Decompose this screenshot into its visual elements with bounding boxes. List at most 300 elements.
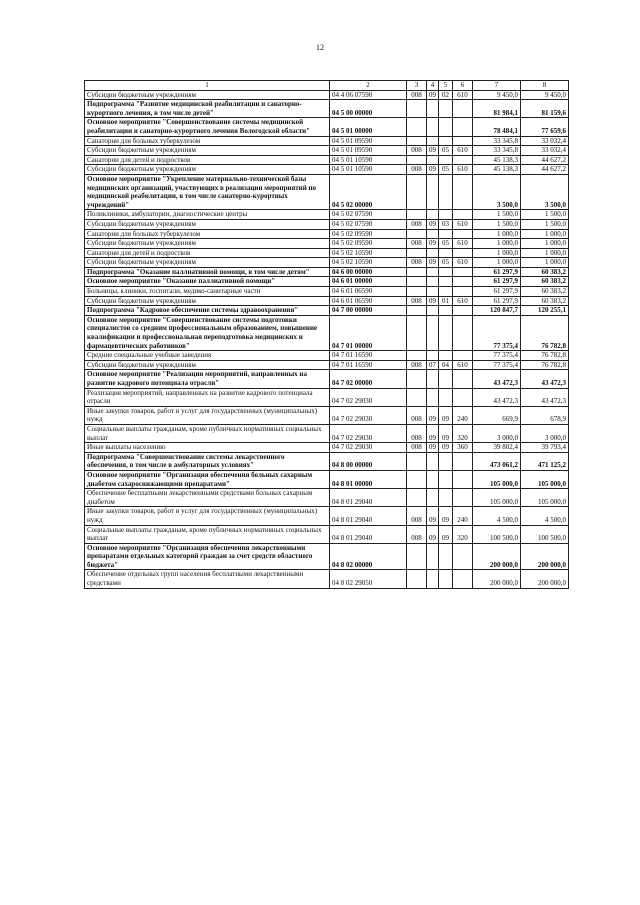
expense-type-cell: 240 <box>453 406 473 424</box>
table-row <box>85 351 569 361</box>
target-code-cell: 04 5 02 07590 <box>330 219 407 229</box>
section-code-cell <box>427 351 439 361</box>
subsection-code-cell <box>439 388 453 406</box>
row-name-cell: Субсидии бюджетным учреждениям <box>85 146 330 156</box>
table-row <box>85 388 569 406</box>
section-code-cell <box>427 136 439 146</box>
amount-year2-cell: 1 000,0 <box>521 239 569 249</box>
section-code-cell: 09 <box>427 443 439 453</box>
amount-year1-cell: 61 297,9 <box>473 277 521 287</box>
table-row <box>85 370 569 388</box>
ministry-code-cell <box>407 267 427 277</box>
amount-year2-cell: 1 500,0 <box>521 210 569 220</box>
table-row <box>85 248 569 258</box>
subsection-code-cell <box>439 267 453 277</box>
table-row <box>85 543 569 570</box>
amount-year2-cell: 200 000,0 <box>521 570 569 588</box>
table-row <box>85 306 569 316</box>
row-name-cell: Субсидии бюджетным учреждениям <box>85 239 330 249</box>
ministry-code-cell <box>407 351 427 361</box>
target-code-cell: 04 7 00 00000 <box>330 306 407 316</box>
table-row <box>85 100 569 118</box>
row-name-cell: Санатории для детей и подростков <box>85 248 330 258</box>
column-header: 1 <box>85 81 330 91</box>
expense-type-cell <box>453 570 473 588</box>
expense-type-cell <box>453 277 473 287</box>
section-code-cell <box>427 100 439 118</box>
ministry-code-cell: 008 <box>407 443 427 453</box>
column-header: 5 <box>439 81 453 91</box>
expense-type-cell <box>453 470 473 488</box>
amount-year1-cell: 1 500,0 <box>473 210 521 220</box>
section-code-cell <box>427 370 439 388</box>
ministry-code-cell <box>407 470 427 488</box>
subsection-code-cell: 05 <box>439 146 453 156</box>
subsection-code-cell: 01 <box>439 296 453 306</box>
row-name-cell: Субсидии бюджетным учреждениям <box>85 258 330 268</box>
amount-year2-cell: 471 125,2 <box>521 452 569 470</box>
row-name-cell: Подпрограмма "Совершенствование системы лекарственного обеспечения, в том числе в амбулаторных условиях" <box>85 452 330 470</box>
ministry-code-cell <box>407 174 427 209</box>
subsection-code-cell <box>439 470 453 488</box>
amount-year2-cell: 200 000,0 <box>521 543 569 570</box>
amount-year2-cell: 9 450,0 <box>521 90 569 100</box>
target-code-cell: 04 5 02 07590 <box>330 210 407 220</box>
row-name-cell: Средние специальные учебные заведения <box>85 351 330 361</box>
expense-type-cell: 610 <box>453 296 473 306</box>
section-code-cell <box>427 118 439 136</box>
column-header: 7 <box>473 81 521 91</box>
ministry-code-cell <box>407 287 427 297</box>
expense-type-cell <box>453 267 473 277</box>
section-code-cell: 09 <box>427 424 439 442</box>
table-row <box>85 570 569 588</box>
amount-year1-cell: 61 297,9 <box>473 296 521 306</box>
subsection-code-cell <box>439 210 453 220</box>
subsection-code-cell <box>439 570 453 588</box>
row-name-cell: Поликлиники, амбулатории, диагностические центры <box>85 210 330 220</box>
amount-year2-cell: 3 500,0 <box>521 174 569 209</box>
target-code-cell: 04 7 01 00000 <box>330 315 407 350</box>
ministry-code-cell <box>407 136 427 146</box>
table-row <box>85 118 569 136</box>
target-code-cell: 04 7 01 16590 <box>330 360 407 370</box>
amount-year2-cell: 33 032,4 <box>521 136 569 146</box>
table-row <box>85 267 569 277</box>
expense-type-cell <box>453 543 473 570</box>
ministry-code-cell <box>407 248 427 258</box>
amount-year1-cell: 45 138,3 <box>473 155 521 165</box>
expense-type-cell <box>453 174 473 209</box>
subsection-code-cell <box>439 287 453 297</box>
ministry-code-cell: 008 <box>407 424 427 442</box>
expense-type-cell: 360 <box>453 443 473 453</box>
table-row <box>85 452 569 470</box>
amount-year1-cell: 3 000,0 <box>473 424 521 442</box>
section-code-cell <box>427 248 439 258</box>
row-name-cell: Иные выплаты населению <box>85 443 330 453</box>
amount-year1-cell: 3 500,0 <box>473 174 521 209</box>
table-row <box>85 146 569 156</box>
amount-year2-cell: 43 472,3 <box>521 388 569 406</box>
expense-type-cell <box>453 315 473 350</box>
column-header: 3 <box>407 81 427 91</box>
ministry-code-cell <box>407 489 427 507</box>
subsection-code-cell <box>439 100 453 118</box>
section-code-cell: 09 <box>427 258 439 268</box>
subsection-code-cell: 05 <box>439 239 453 249</box>
row-name-cell: Социальные выплаты гражданам, кроме публичных нормативных социальных выплат <box>85 424 330 442</box>
target-code-cell: 04 5 02 00000 <box>330 174 407 209</box>
ministry-code-cell <box>407 370 427 388</box>
target-code-cell: 04 7 01 16590 <box>330 351 407 361</box>
amount-year1-cell: 61 297,9 <box>473 267 521 277</box>
row-name-cell: Основное мероприятие "Совершенствование системы подготовки специалистов со средним профессиональным образованием, повышение квалификации и профессиональная переподготовка медицинских и фармацевтических работников" <box>85 315 330 350</box>
row-name-cell: Основное мероприятие "Организация обеспечения лекарственными препаратами отдельных категорий граждан за счет средств областного бюджета" <box>85 543 330 570</box>
amount-year1-cell: 39 802,4 <box>473 443 521 453</box>
target-code-cell: 04 5 01 10590 <box>330 165 407 175</box>
ministry-code-cell: 008 <box>407 296 427 306</box>
amount-year1-cell: 1 000,0 <box>473 239 521 249</box>
amount-year1-cell: 669,9 <box>473 406 521 424</box>
amount-year1-cell: 120 847,7 <box>473 306 521 316</box>
amount-year1-cell: 9 450,0 <box>473 90 521 100</box>
section-code-cell: 07 <box>427 360 439 370</box>
amount-year1-cell: 77 375,4 <box>473 360 521 370</box>
ministry-code-cell <box>407 543 427 570</box>
column-header: 2 <box>330 81 407 91</box>
table-row <box>85 210 569 220</box>
row-name-cell: Подпрограмма "Развитие медицинской реабилитации и санаторно-курортного лечения, в том числе детей" <box>85 100 330 118</box>
subsection-code-cell: 09 <box>439 406 453 424</box>
amount-year1-cell: 45 138,3 <box>473 165 521 175</box>
table-row <box>85 507 569 525</box>
table-row <box>85 229 569 239</box>
expense-type-cell: 610 <box>453 258 473 268</box>
expense-type-cell: 610 <box>453 146 473 156</box>
ministry-code-cell: 008 <box>407 239 427 249</box>
ministry-code-cell: 008 <box>407 406 427 424</box>
subsection-code-cell <box>439 174 453 209</box>
expense-type-cell <box>453 118 473 136</box>
target-code-cell: 04 5 02 10590 <box>330 258 407 268</box>
amount-year1-cell: 33 345,8 <box>473 136 521 146</box>
row-name-cell: Больницы, клиники, госпитали, медико-санитарные части <box>85 287 330 297</box>
row-name-cell: Подпрограмма "Оказание паллиативной помощи, в том числе детям" <box>85 267 330 277</box>
amount-year2-cell: 60 383,2 <box>521 267 569 277</box>
subsection-code-cell <box>439 136 453 146</box>
ministry-code-cell <box>407 315 427 350</box>
ministry-code-cell: 008 <box>407 90 427 100</box>
subsection-code-cell: 05 <box>439 258 453 268</box>
amount-year1-cell: 81 984,1 <box>473 100 521 118</box>
amount-year2-cell: 60 383,2 <box>521 287 569 297</box>
ministry-code-cell <box>407 452 427 470</box>
amount-year1-cell: 473 061,2 <box>473 452 521 470</box>
subsection-code-cell: 09 <box>439 525 453 543</box>
section-code-cell <box>427 570 439 588</box>
table-row <box>85 315 569 350</box>
subsection-code-cell: 02 <box>439 90 453 100</box>
subsection-code-cell <box>439 277 453 287</box>
section-code-cell <box>427 543 439 570</box>
amount-year1-cell: 33 345,8 <box>473 146 521 156</box>
subsection-code-cell: 09 <box>439 507 453 525</box>
row-name-cell: Обеспечение бесплатными лекарственными средствами больных сахарным диабетом <box>85 489 330 507</box>
section-code-cell <box>427 287 439 297</box>
table-row <box>85 287 569 297</box>
row-name-cell: Основное мероприятие "Реализация мероприятий, направленных на развитие кадрового потенциала отрасли" <box>85 370 330 388</box>
table-row <box>85 155 569 165</box>
section-code-cell <box>427 306 439 316</box>
ministry-code-cell: 008 <box>407 146 427 156</box>
target-code-cell: 04 4 06 07590 <box>330 90 407 100</box>
target-code-cell: 04 6 01 06590 <box>330 296 407 306</box>
section-code-cell: 09 <box>427 296 439 306</box>
expense-type-cell: 610 <box>453 219 473 229</box>
expense-type-cell <box>453 229 473 239</box>
amount-year1-cell: 1 000,0 <box>473 229 521 239</box>
section-code-cell <box>427 470 439 488</box>
table-row <box>85 525 569 543</box>
row-name-cell: Реализация мероприятий, направленных на развитие кадрового потенциала отрасли <box>85 388 330 406</box>
target-code-cell: 04 6 00 00000 <box>330 267 407 277</box>
row-name-cell: Основное мероприятие "Организация обеспечения больных сахарным диабетом сахароснижающими препаратами" <box>85 470 330 488</box>
section-code-cell <box>427 277 439 287</box>
section-code-cell <box>427 267 439 277</box>
row-name-cell: Субсидии бюджетным учреждениям <box>85 296 330 306</box>
amount-year2-cell: 60 383,2 <box>521 296 569 306</box>
table-row <box>85 296 569 306</box>
section-code-cell: 09 <box>427 507 439 525</box>
expense-type-cell: 610 <box>453 360 473 370</box>
amount-year1-cell: 1 000,0 <box>473 258 521 268</box>
row-name-cell: Основное мероприятие "Оказание паллиативной помощи" <box>85 277 330 287</box>
amount-year1-cell: 1 000,0 <box>473 248 521 258</box>
subsection-code-cell <box>439 489 453 507</box>
target-code-cell: 04 8 02 00000 <box>330 543 407 570</box>
subsection-code-cell <box>439 248 453 258</box>
expense-type-cell <box>453 136 473 146</box>
ministry-code-cell: 008 <box>407 507 427 525</box>
subsection-code-cell <box>439 155 453 165</box>
target-code-cell: 04 7 02 00000 <box>330 370 407 388</box>
expense-type-cell: 320 <box>453 525 473 543</box>
expense-type-cell <box>453 452 473 470</box>
ministry-code-cell <box>407 210 427 220</box>
expense-type-cell: 240 <box>453 507 473 525</box>
target-code-cell: 04 5 01 09590 <box>330 146 407 156</box>
amount-year2-cell: 1 000,0 <box>521 258 569 268</box>
table-row <box>85 219 569 229</box>
amount-year1-cell: 77 375,4 <box>473 315 521 350</box>
subsection-code-cell <box>439 315 453 350</box>
expense-type-cell <box>453 351 473 361</box>
section-code-cell <box>427 210 439 220</box>
target-code-cell: 04 8 01 29040 <box>330 525 407 543</box>
expense-type-cell <box>453 370 473 388</box>
target-code-cell: 04 5 01 09590 <box>330 136 407 146</box>
section-code-cell <box>427 229 439 239</box>
table-row <box>85 239 569 249</box>
expense-type-cell <box>453 489 473 507</box>
expense-type-cell <box>453 287 473 297</box>
ministry-code-cell <box>407 306 427 316</box>
table-row <box>85 424 569 442</box>
section-code-cell <box>427 452 439 470</box>
expense-type-cell <box>453 306 473 316</box>
amount-year1-cell: 43 472,3 <box>473 388 521 406</box>
row-name-cell: Основное мероприятие "Совершенствование системы медицинской реабилитации и санаторно-курортного лечения Вологодской области" <box>85 118 330 136</box>
amount-year2-cell: 44 627,2 <box>521 165 569 175</box>
amount-year2-cell: 105 000,0 <box>521 489 569 507</box>
subsection-code-cell <box>439 306 453 316</box>
amount-year2-cell: 76 782,8 <box>521 360 569 370</box>
section-code-cell <box>427 489 439 507</box>
amount-year2-cell: 3 000,0 <box>521 424 569 442</box>
table-row <box>85 360 569 370</box>
section-code-cell: 09 <box>427 525 439 543</box>
table-row <box>85 470 569 488</box>
ministry-code-cell <box>407 229 427 239</box>
row-name-cell: Основное мероприятие "Укрепление материально-технической базы медицинских организаций, участвующих в реализации мероприятий по медицинской реабилитации, в том числе санаторно-курортных учреждений" <box>85 174 330 209</box>
amount-year1-cell: 105 000,0 <box>473 470 521 488</box>
subsection-code-cell: 04 <box>439 360 453 370</box>
row-name-cell: Субсидии бюджетным учреждениям <box>85 165 330 175</box>
table-row <box>85 443 569 453</box>
amount-year2-cell: 76 782,8 <box>521 351 569 361</box>
subsection-code-cell <box>439 351 453 361</box>
subsection-code-cell: 05 <box>439 165 453 175</box>
target-code-cell: 04 6 01 06590 <box>330 287 407 297</box>
budget-table <box>84 80 569 589</box>
section-code-cell <box>427 174 439 209</box>
amount-year1-cell: 43 472,3 <box>473 370 521 388</box>
table-row <box>85 136 569 146</box>
table-row <box>85 277 569 287</box>
section-code-cell: 09 <box>427 239 439 249</box>
target-code-cell: 04 5 00 00000 <box>330 100 407 118</box>
ministry-code-cell: 008 <box>407 525 427 543</box>
section-code-cell: 09 <box>427 406 439 424</box>
expense-type-cell <box>453 210 473 220</box>
amount-year1-cell: 78 484,1 <box>473 118 521 136</box>
subsection-code-cell <box>439 118 453 136</box>
target-code-cell: 04 8 00 00000 <box>330 452 407 470</box>
subsection-code-cell: 03 <box>439 219 453 229</box>
row-name-cell: Иные закупки товаров, работ и услуг для государственных (муниципальных) нужд <box>85 406 330 424</box>
amount-year2-cell: 43 472,3 <box>521 370 569 388</box>
row-name-cell: Санатории для больных туберкулезом <box>85 229 330 239</box>
target-code-cell: 04 8 02 29050 <box>330 570 407 588</box>
subsection-code-cell <box>439 370 453 388</box>
subsection-code-cell: 09 <box>439 443 453 453</box>
column-header: 6 <box>453 81 473 91</box>
amount-year2-cell: 39 793,4 <box>521 443 569 453</box>
target-code-cell: 04 5 01 00000 <box>330 118 407 136</box>
expense-type-cell <box>453 155 473 165</box>
amount-year2-cell: 100 500,0 <box>521 525 569 543</box>
ministry-code-cell <box>407 118 427 136</box>
row-name-cell: Социальные выплаты гражданам, кроме публичных нормативных социальных выплат <box>85 525 330 543</box>
target-code-cell: 04 8 01 29040 <box>330 489 407 507</box>
page-number: 12 <box>316 43 324 52</box>
ministry-code-cell: 008 <box>407 219 427 229</box>
amount-year1-cell: 200 000,0 <box>473 570 521 588</box>
amount-year2-cell: 105 000,0 <box>521 470 569 488</box>
section-code-cell <box>427 388 439 406</box>
subsection-code-cell <box>439 452 453 470</box>
amount-year2-cell: 33 032,4 <box>521 146 569 156</box>
ministry-code-cell: 008 <box>407 165 427 175</box>
section-code-cell: 09 <box>427 90 439 100</box>
row-name-cell: Подпрограмма "Кадровое обеспечение системы здравоохранения" <box>85 306 330 316</box>
subsection-code-cell <box>439 543 453 570</box>
subsection-code-cell: 09 <box>439 424 453 442</box>
section-code-cell: 09 <box>427 165 439 175</box>
target-code-cell: 04 5 02 09590 <box>330 239 407 249</box>
expense-type-cell: 610 <box>453 239 473 249</box>
table-row <box>85 406 569 424</box>
row-name-cell: Субсидии бюджетным учреждениям <box>85 360 330 370</box>
row-name-cell: Субсидии бюджетным учреждениям <box>85 219 330 229</box>
amount-year2-cell: 1 000,0 <box>521 248 569 258</box>
target-code-cell: 04 7 02 29030 <box>330 443 407 453</box>
target-code-cell: 04 7 02 29030 <box>330 406 407 424</box>
table-row <box>85 165 569 175</box>
expense-type-cell: 610 <box>453 165 473 175</box>
target-code-cell: 04 6 01 00000 <box>330 277 407 287</box>
target-code-cell: 04 7 02 29030 <box>330 424 407 442</box>
amount-year1-cell: 77 375,4 <box>473 351 521 361</box>
column-header: 4 <box>427 81 439 91</box>
ministry-code-cell <box>407 155 427 165</box>
amount-year1-cell: 105 000,0 <box>473 489 521 507</box>
subsection-code-cell <box>439 229 453 239</box>
amount-year2-cell: 1 500,0 <box>521 219 569 229</box>
table-row <box>85 258 569 268</box>
expense-type-cell <box>453 248 473 258</box>
amount-year1-cell: 200 000,0 <box>473 543 521 570</box>
amount-year2-cell: 44 627,2 <box>521 155 569 165</box>
expense-type-cell: 610 <box>453 90 473 100</box>
table-header-row <box>85 81 569 91</box>
amount-year1-cell: 61 297,9 <box>473 287 521 297</box>
expense-type-cell: 320 <box>453 424 473 442</box>
amount-year1-cell: 1 500,0 <box>473 219 521 229</box>
expense-type-cell <box>453 388 473 406</box>
ministry-code-cell <box>407 100 427 118</box>
amount-year2-cell: 60 383,2 <box>521 277 569 287</box>
table-body <box>85 81 569 589</box>
amount-year2-cell: 4 500,0 <box>521 507 569 525</box>
table-row <box>85 489 569 507</box>
ministry-code-cell: 008 <box>407 360 427 370</box>
section-code-cell: 09 <box>427 146 439 156</box>
table-row <box>85 90 569 100</box>
amount-year2-cell: 76 782,8 <box>521 315 569 350</box>
section-code-cell <box>427 155 439 165</box>
amount-year2-cell: 81 159,6 <box>521 100 569 118</box>
section-code-cell: 09 <box>427 219 439 229</box>
amount-year1-cell: 4 500,0 <box>473 507 521 525</box>
row-name-cell: Санатории для детей и подростков <box>85 155 330 165</box>
amount-year2-cell: 77 659,6 <box>521 118 569 136</box>
target-code-cell: 04 8 01 00000 <box>330 470 407 488</box>
row-name-cell: Обеспечение отдельных групп населения бесплатными лекарственными средствами <box>85 570 330 588</box>
row-name-cell: Иные закупки товаров, работ и услуг для государственных (муниципальных) нужд <box>85 507 330 525</box>
ministry-code-cell: 008 <box>407 258 427 268</box>
